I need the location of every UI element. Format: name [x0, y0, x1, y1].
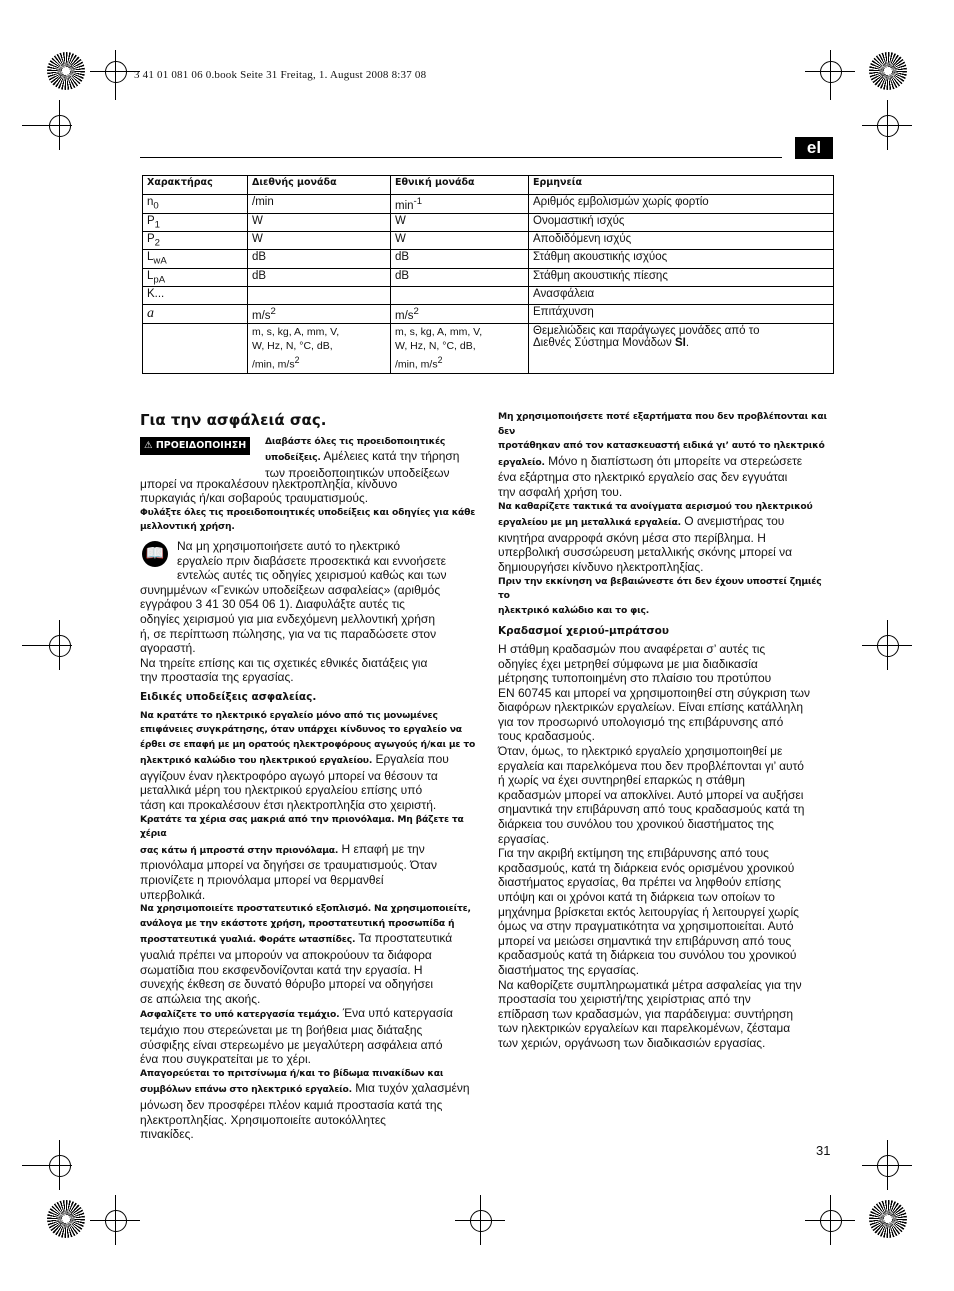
safety-bold: προστατευτικά γυαλιά. Φοράτε ωτασπίδες. — [140, 934, 356, 946]
symbol-cell: $P_2$ — [143, 232, 248, 250]
safety-text: ένα που συγκρατείται με το χέρι. — [140, 1052, 311, 1067]
registration-mark — [90, 50, 140, 100]
right-column — [498, 410, 836, 1051]
safety-bold: Ασφαλίζετε το υπό κατεργασία τεμάχιο. — [140, 1009, 340, 1021]
file-info-line: 3 41 01 081 06 0.book Seite 31 Freitag, 1. August 2008 8:37 08 — [134, 69, 427, 81]
safety-text: υπερβολική συσσώρευση μεταλλικής σκόνης μπορεί να — [498, 545, 793, 560]
table-row — [143, 213, 834, 231]
warning-bold-text: Διαβάστε όλες τις προειδοποιητικές — [265, 435, 446, 447]
column-header: Χαρακτήρας — [143, 176, 248, 195]
vibration-line: διαστήματος της εργασίας. — [498, 962, 640, 977]
vibration-line: για τον προσωρινό υπολογισμό της επιβάρυνσης από — [498, 714, 784, 729]
safety-text: Ο ανεμιστήρας του — [680, 514, 785, 529]
vibration-text — [498, 642, 836, 1051]
vibration-line: διαστήματος εργασίας, θα πρέπει να ληφθούν επίσης — [498, 875, 782, 890]
vibration-line: κραδασμούς κατά τη διάρκεια του συνόλου του χρονικού — [498, 948, 797, 963]
safety-text: υπερβολικά. — [140, 887, 206, 902]
color-target-mark — [869, 1200, 907, 1238]
color-target-mark — [47, 1200, 85, 1238]
intl-unit-cell: dB — [248, 250, 391, 268]
meaning-cell: Ονομαστική ισχύς — [529, 213, 834, 231]
safety-bold: Να χρησιμοποιείτε προστατευτικό εξοπλισμό. Να χρησιμοποιείτε, — [140, 903, 471, 915]
safety-text: τεμάχιο που στερεώνεται με τη βοήθεια μιας διάταξης — [140, 1022, 423, 1037]
safety-bold: Να καθαρίζετε τακτικά τα ανοίγματα αερισμού του ηλεκτρικού — [498, 500, 813, 512]
safety-text: πινακίδες. — [140, 1127, 194, 1142]
color-target-mark — [47, 52, 85, 90]
vibration-line: των ηλεκτρικών εργαλείων και παρελκομένων, ζέσταμα — [498, 1021, 791, 1036]
manual-text: εργαλείο πριν διαβάσετε προσεκτικά και εννοήσετε — [177, 553, 446, 568]
intl-unit-cell: m, s, kg, A, mm, V, W, Hz, N, °C, dB, /min, $m/s^2$ — [248, 324, 391, 374]
registration-mark — [455, 1195, 505, 1245]
vibration-line: επίδραση των κραδασμών, για παράδειγμα: συντήρηση — [498, 1006, 794, 1021]
national-unit-cell: dB — [391, 268, 529, 286]
symbol-cell — [143, 324, 248, 374]
safety-bold: Μη χρησιμοποιήσετε ποτέ εξαρτήματα που δεν προβλέπονται και δεν — [498, 411, 827, 437]
table-header-row — [143, 176, 834, 195]
registration-mark — [862, 100, 912, 150]
subsection-title: Κραδασμοί χεριού-μπράτσου — [498, 625, 669, 638]
safety-bold: συμβόλων επάνω στο ηλεκτρικό εργαλείο. — [140, 1084, 352, 1096]
vibration-line: των χεριών, οργάνωση των διαδικασιών εργασίας. — [498, 1035, 766, 1050]
safety-text: μεταλλικά μέρη του ηλεκτρικού εργαλείου επίσης υπό — [140, 783, 423, 798]
units-table — [142, 175, 834, 374]
meaning-cell: Αποδιδόμενη ισχύς — [529, 232, 834, 250]
language-badge: el — [795, 137, 833, 159]
vibration-line: μηχάνημα βρίσκεται εκτός λειτουργίας ή λειτουργεί χωρίς — [498, 904, 799, 919]
column-header: Εθνική μονάδα — [391, 176, 529, 195]
safety-text: μόνωση δεν προσφέρει πλέον καμιά προστασία κατά της — [140, 1097, 443, 1112]
safety-text: Μόνο η διαπίστωση ότι μπορείτε να στερεώσετε — [544, 453, 803, 468]
safety-text: γυαλιά πρέπει να μπορούν να αποκρούουν τα διάφορα — [140, 948, 432, 962]
safety-text: Ένα υπό κατεργασία — [339, 1006, 453, 1021]
safety-bold: Απαγορεύεται το πριτσίνωμα ή/και το βίδωμα πινακίδων και — [140, 1067, 444, 1079]
safety-text: Η επαφή με την — [338, 841, 425, 856]
intl-unit-cell: $m/s^2$ — [248, 305, 391, 324]
safety-bold: Κρατάτε τα χέρια σας μακριά από την πριονόλαμα. Μη βάζετε τα χέρια — [140, 813, 464, 840]
symbol-cell: K... — [143, 287, 248, 305]
vibration-line: EN 60745 και μπορεί να χρησιμοποιηθεί στη σύγκριση των — [498, 685, 811, 700]
intl-unit-cell: W — [248, 213, 391, 231]
column-header: Ερμηνεία — [529, 176, 834, 195]
safety-bold: επιφάνειες συγκράτησης, όταν υπάρχει κίνδυνος το εργαλείο να — [140, 724, 462, 736]
manual-text: εγγράφου 3 41 30 054 06 1). Διαφυλάξτε αυτές τις — [140, 597, 405, 612]
safety-bold: ηλεκτρικό καλώδιο του ηλεκτρικού εργαλείου. — [140, 755, 373, 767]
warning-text: Αμέλειες κατά την τήρηση — [320, 449, 460, 464]
vibration-line: εργασίας. — [498, 831, 550, 846]
vibration-line: διαφόρων ηλεκτρικών εργαλείων. Είναι επίσης κατάλληλη — [498, 700, 803, 715]
subsection-title: Ειδικές υποδείξεις ασφαλείας. — [140, 690, 317, 703]
keep-instructions: μελλοντική χρήση. — [140, 521, 235, 533]
safety-text: σωματίδια που εκσφενδονίζονται κατά την εργασία. Η — [140, 962, 423, 977]
manual-text: οδηγίες χειρισμού για μια ενδεχόμενη μελλοντική χρήση — [140, 611, 435, 626]
table-row — [143, 305, 834, 324]
national-unit-cell: $\min^{-1}$ — [391, 195, 529, 214]
manual-text: εντελώς αυτές τις οδηγίες χειρισμού καθώς και των — [177, 568, 447, 583]
registration-mark — [805, 1195, 855, 1245]
safety-text: ηλεκτροπληξίας. Χρησιμοποιείτε αυτοκόλλητες — [140, 1112, 386, 1127]
manual-text: αγοραστή. — [140, 641, 196, 656]
read-manual-icon: 📖 — [142, 541, 168, 567]
table-row — [143, 250, 834, 268]
page-number: 31 — [816, 1143, 831, 1158]
vibration-line: τους κραδασμούς. — [498, 729, 595, 744]
warning-label: ⚠ ΠΡΟΕΙΔΟΠΟΙΗΣΗ — [140, 437, 250, 456]
table-row — [143, 232, 834, 250]
vibration-line: Η στάθμη κραδασμών που αναφέρεται σ’ αυτές τις — [498, 641, 766, 656]
safety-text: πριονόλαμα μπορεί να δηγήσει σε τραυματισμούς. Όταν — [140, 858, 437, 873]
vibration-line: κραδασμούς, κατά τη διάρκεια ενός ορισμένου χρονικού — [498, 860, 795, 875]
warning-text: πυρκαγιάς ή/και σοβαρούς τραυματισμούς. — [140, 491, 369, 506]
safety-text: την ασφαλή χρήση του. — [498, 484, 623, 499]
symbol-cell: $P_1$ — [143, 213, 248, 231]
warning-text: των προειδοποιητικών υποδείξεων — [265, 465, 450, 480]
meaning-cell: Στάθμη ακουστικής πίεσης — [529, 268, 834, 286]
manual-text: ή, σε περίπτωση πώλησης, για να τις παραδώσετε στον — [140, 626, 437, 641]
safety-text: Μια τυχόν χαλασμένη — [351, 1081, 470, 1096]
warning-text: μπορεί να προκαλέσουν ηλεκτροπληξία, κίνδυνο — [140, 476, 398, 491]
safety-text: αγγίζουν έναν ηλεκτροφόρο αγωγό μπορεί να θέσουν τα — [140, 768, 438, 783]
color-target-mark — [869, 52, 907, 90]
national-unit-cell: $m/s^2$ — [391, 305, 529, 324]
safety-text: τάση και προκαλέσουν έτσι ηλεκτροπληξία στο χειριστή. — [140, 798, 437, 813]
header-rule — [140, 157, 782, 158]
section-title: Για την ασφάλειά σας. — [140, 411, 327, 429]
safety-text: ένα εξάρτημα στο ηλεκτρικό εργαλείο σας δεν εγγυάται — [498, 470, 788, 485]
vibration-line: προστασία του χειριστή/της χειρίστριας από την — [498, 992, 751, 1007]
manual-text: Να μη χρησιμοποιήσετε αυτό το ηλεκτρικό — [177, 538, 401, 553]
safety-text: συνεχής έκθεση σε δυνατό θόρυβο μπορεί να οδηγήσει — [140, 977, 433, 992]
vibration-line: οδηγίες έχει μετρηθεί σύμφωνα με μια διαδικασία — [498, 656, 758, 671]
warning-block — [140, 433, 476, 480]
safety-bold: Πριν την εκκίνηση να βεβαιώνεστε ότι δεν έχουν υποστεί ζημιές το — [498, 575, 822, 602]
safety-bold: Να κρατάτε το ηλεκτρικό εργαλείο μόνο από τις μονωμένες — [140, 709, 438, 721]
safety-bold: σας κάτω ή μπροστά στην πριονόλαμα. — [140, 844, 339, 856]
safety-text: Τα προστατευτικά — [355, 931, 453, 946]
registration-mark — [22, 100, 72, 150]
intl-unit-cell: /min — [248, 195, 391, 214]
safety-text: σύσφιξης είναι στερεωμένο με μεγαλύτερη ασφάλεια από — [140, 1037, 443, 1052]
vibration-line: μπορεί να μειώσει σημαντικά την επιβάρυνση από τους — [498, 933, 792, 948]
meaning-cell: Στάθμη ακουστικής ισχύος — [529, 250, 834, 268]
manual-notice — [140, 539, 476, 656]
table-row — [143, 324, 834, 374]
table-row — [143, 287, 834, 305]
safety-text: πριονίζετε η πριονόλαμα μπορεί να θερμανθεί — [140, 873, 384, 888]
intl-unit-cell: W — [248, 232, 391, 250]
registration-mark — [805, 50, 855, 100]
intl-unit-cell — [248, 287, 391, 305]
national-regulations: Να τηρείτε επίσης και τις σχετικές εθνικές διατάξεις για — [140, 655, 428, 670]
intl-unit-cell: dB — [248, 268, 391, 286]
vibration-line: εργαλεία και παρελκόμενα που δεν προβλέπονται γι’ αυτό — [498, 758, 804, 773]
safety-bold: ηλεκτρικό καλώδιο και το φις. — [498, 604, 649, 616]
registration-mark — [22, 620, 72, 670]
national-unit-cell: W — [391, 232, 529, 250]
vibration-line: όμως να στην πραγματικότητα να χρησιμοποιείται. Αυτό — [498, 919, 794, 934]
national-regulations: την προστασία της εργασίας. — [140, 670, 294, 685]
manual-text: συνημμένων «Γενικών υποδείξεων ασφαλείας» (αριθμός — [140, 582, 441, 597]
vibration-line: ή χωρίς να έχει συντηρηθεί επαρκώς η στάθμη — [498, 773, 745, 788]
vibration-line: σημαντικά την επιβάρυνση από τους κραδασμούς κατά τη — [498, 802, 805, 817]
warning-bold-text: υποδείξεις. — [265, 452, 321, 464]
symbol-cell: $L_{wA}$ — [143, 250, 248, 268]
vibration-line: διάρκεια του συνόλου του χρονικού διαστήματος της — [498, 817, 774, 832]
safety-text: δημιουργήσει κίνδυνο ηλεκτροπληξίας. — [498, 559, 704, 574]
symbol-cell: $n_0$ — [143, 195, 248, 214]
meaning-cell: Ανασφάλεια — [529, 287, 834, 305]
symbol-cell: a — [143, 305, 248, 324]
safety-text: σε απώλεια της ακοής. — [140, 991, 261, 1006]
registration-mark — [22, 1140, 72, 1190]
meaning-cell: Επιτάχυνση — [529, 305, 834, 324]
symbol-cell: $L_{pA}$ — [143, 268, 248, 286]
column-header: Διεθνής μονάδα — [248, 176, 391, 195]
vibration-line: Για την ακριβή εκτίμηση της επιβάρυνσης από τους — [498, 846, 769, 861]
registration-mark — [862, 1140, 912, 1190]
safety-bold: έρθει σε επαφή με μη ορατούς ηλεκτροφόρους αγωγούς ή/και με το — [140, 738, 476, 750]
left-column — [140, 413, 476, 1142]
vibration-line: κραδασμών μπορεί να αποκλίνει. Αυτό μπορεί να αυξήσει — [498, 787, 804, 802]
safety-bold: ανάλογα με την εκάστοτε χρήση, προστατευτική προσωπίδα ή — [140, 917, 455, 929]
table-row — [143, 195, 834, 214]
safety-text: Εργαλεία που — [372, 752, 449, 767]
national-unit-cell — [391, 287, 529, 305]
registration-mark — [862, 620, 912, 670]
keep-instructions: Φυλάξτε όλες τις προειδοποιητικές υποδείξεις και οδηγίες για κάθε — [140, 506, 476, 518]
safety-bold: προτάθηκαν από τον κατασκευαστή ειδικά γι’ αυτό το ηλεκτρικό — [498, 440, 825, 452]
safety-bold: εργαλείο. — [498, 456, 545, 468]
safety-text: κινητήρα αναρροφά σκόνη μέσα στο περίβλημα. Η — [498, 530, 766, 545]
national-unit-cell: dB — [391, 250, 529, 268]
table-row — [143, 268, 834, 286]
vibration-line: υπόψη και οι χρόνοι κατά τη διάρκεια των οποίων το — [498, 890, 775, 904]
vibration-line: Να καθορίζετε συμπληρωματικά μέτρα ασφαλείας για την — [498, 977, 802, 992]
national-unit-cell: W — [391, 213, 529, 231]
vibration-line: Όταν, όμως, το ηλεκτρικό εργαλείο χρησιμοποιηθεί με — [498, 744, 783, 759]
meaning-cell: Αριθμός εμβολισμών χωρίς φορτίο — [529, 195, 834, 214]
national-unit-cell: m, s, kg, A, mm, V, W, Hz, N, °C, dB, /min, $m/s^2$ — [391, 324, 529, 374]
safety-bold: εργαλείου με μη μεταλλικά εργαλεία. — [498, 517, 681, 529]
meaning-cell: Θεμελιώδεις και παράγωγες μονάδες από το Διεθνές Σύστημα Μονάδων SI. — [529, 324, 834, 374]
vibration-line: μέτρησης τυποποιημένη στο πλαίσιο του προτύπου — [498, 671, 772, 686]
registration-mark — [90, 1195, 140, 1245]
